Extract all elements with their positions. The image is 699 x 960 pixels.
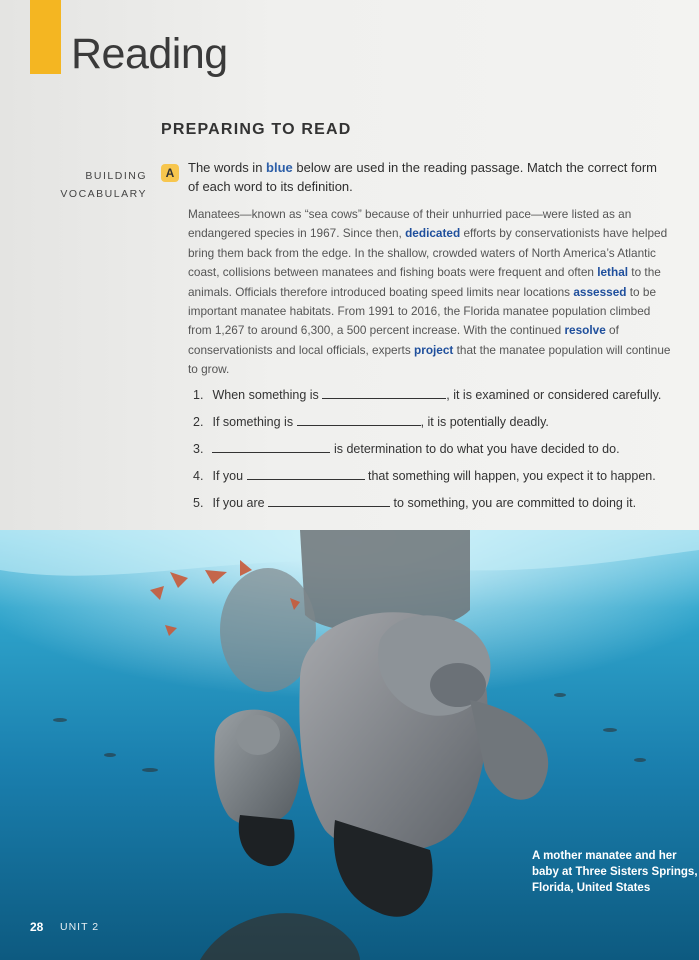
list-item: 5. If you are to something, you are committed to doing it. [193, 492, 663, 519]
photo-caption: A mother manatee and her baby at Three Sisters Springs, Florida, United States [532, 850, 698, 894]
sidebar-label [60, 167, 147, 203]
answer-blank[interactable] [322, 385, 446, 399]
unit-accent-bar [30, 0, 61, 74]
keyword-lethal: lethal [597, 265, 629, 280]
answer-blank[interactable] [268, 493, 390, 507]
exercise-letter-badge: A [161, 164, 179, 182]
list-item: 1. When something is , it is examined or considered carefully. [193, 384, 663, 411]
list-item: 4. If you that something will happen, you expect it to happen. [193, 465, 663, 492]
page-number: 28 [30, 920, 44, 934]
keyword-project: project [414, 342, 454, 357]
sidebar-label-line2: VOCABULARY [60, 188, 147, 200]
definition-list [193, 384, 663, 519]
page-title: Reading [71, 30, 228, 78]
section-heading: PREPARING TO READ [161, 121, 352, 138]
reading-passage: Manatees—known as “sea cows” because of their unhurried pace—were listed as an endangered species in 1967. Since then, dedicated efforts by conservationists have helped bring them back from the edge. In the shallow, crowded waters of North America’s Atlantic coast, collisions between manatees and fishing boats were frequent and often lethal to the animals. Officials therefore introduced boating speed limits near locations assessed to be important manatee habitats. From 1991 to 2016, the Florida manatee population climbed from 1,267 to around 6,300, a 500 percent increase. With the continued resolve of conservationists and local officials, experts project that the manatee population will continue to grow. [188, 207, 671, 377]
sidebar-label-line1: BUILDING [85, 170, 147, 182]
list-item: 2. If something is , it is potentially deadly. [193, 411, 663, 438]
answer-blank[interactable] [297, 412, 421, 426]
answer-blank[interactable] [247, 466, 365, 480]
keyword-assessed: assessed [573, 284, 627, 299]
list-item: 3. is determination to do what you have decided to do. [193, 438, 663, 465]
keyword-resolve: resolve [564, 323, 606, 338]
unit-label: UNIT 2 [60, 921, 100, 933]
answer-blank[interactable] [212, 439, 330, 453]
keyword-dedicated: dedicated [405, 226, 461, 241]
exercise-instructions: The words in blue below are used in the reading passage. Match the correct form of each word to its definition. [188, 160, 657, 194]
